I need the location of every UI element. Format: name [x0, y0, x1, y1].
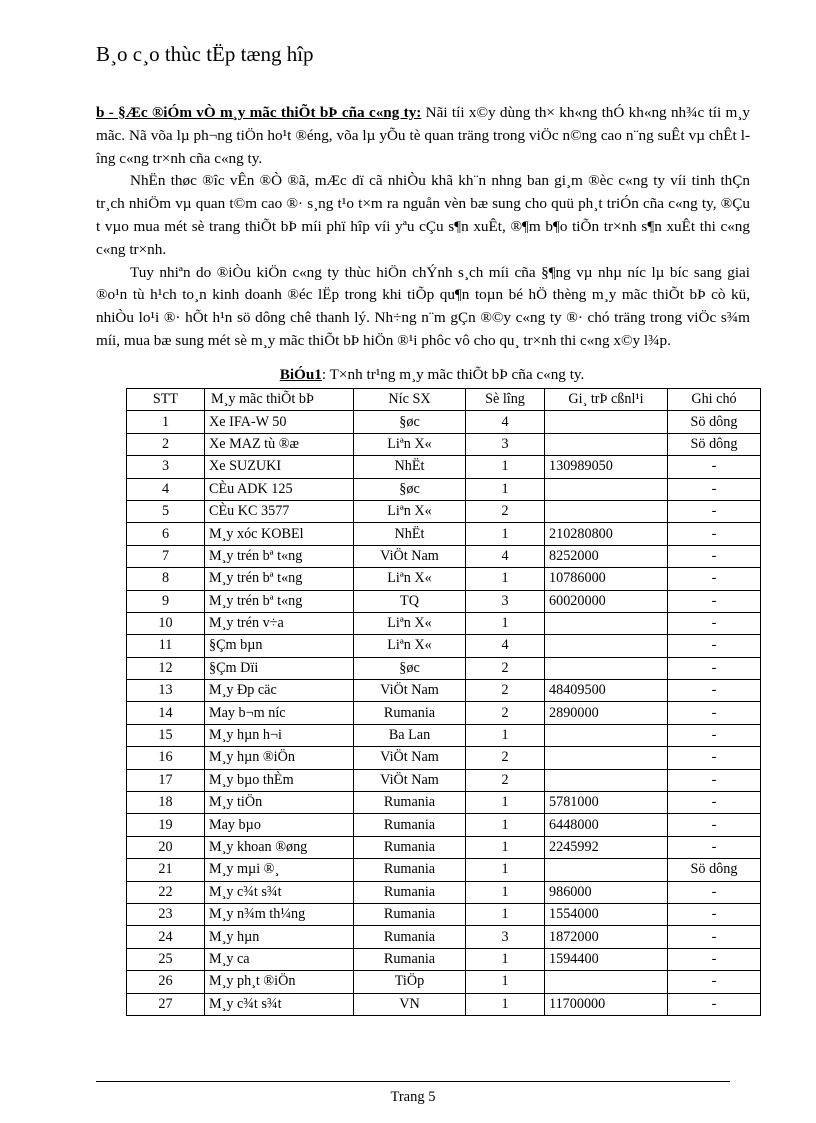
cell-equipment: M¸y n¾m th¼ng	[205, 903, 354, 925]
cell-remaining-value: 2245992	[545, 836, 668, 858]
cell-quantity: 4	[466, 545, 545, 567]
cell-quantity: 2	[466, 500, 545, 522]
cell-quantity: 1	[466, 456, 545, 478]
cell-note: -	[668, 500, 761, 522]
cell-quantity: 2	[466, 680, 545, 702]
cell-stt: 10	[127, 612, 205, 634]
cell-stt: 13	[127, 680, 205, 702]
header-remaining-value: Gi¸ trÞ cßnl¹i	[545, 389, 668, 411]
cell-remaining-value: 60020000	[545, 590, 668, 612]
cell-stt: 11	[127, 635, 205, 657]
header-quantity: Sè lîng	[466, 389, 545, 411]
table-caption-label: BiÓu1	[279, 366, 322, 383]
cell-origin: ViÖt Nam	[354, 769, 466, 791]
cell-equipment: Xe IFA-W 50	[205, 411, 354, 433]
table-row	[127, 926, 761, 948]
cell-quantity: 4	[466, 635, 545, 657]
cell-stt: 6	[127, 523, 205, 545]
cell-quantity: 1	[466, 948, 545, 970]
cell-note: -	[668, 702, 761, 724]
cell-equipment: M¸y xóc KOBEl	[205, 523, 354, 545]
cell-equipment: May bµo	[205, 814, 354, 836]
cell-origin: NhËt	[354, 456, 466, 478]
cell-stt: 18	[127, 792, 205, 814]
cell-quantity: 3	[466, 590, 545, 612]
cell-note: -	[668, 971, 761, 993]
cell-equipment: M¸y ca	[205, 948, 354, 970]
cell-origin: Rumania	[354, 836, 466, 858]
header-equipment: M¸y mãc thiÕt bÞ	[205, 389, 354, 411]
cell-remaining-value	[545, 433, 668, 455]
cell-stt: 12	[127, 657, 205, 679]
table-row	[127, 500, 761, 522]
cell-remaining-value	[545, 971, 668, 993]
cell-quantity: 1	[466, 993, 545, 1015]
cell-equipment: M¸y trén v÷a	[205, 612, 354, 634]
cell-equipment: M¸y trén bª t«ng	[205, 545, 354, 567]
cell-origin: Liªn X«	[354, 500, 466, 522]
cell-remaining-value: 986000	[545, 881, 668, 903]
cell-origin: Rumania	[354, 702, 466, 724]
table-row	[127, 792, 761, 814]
cell-quantity: 2	[466, 769, 545, 791]
cell-stt: 23	[127, 903, 205, 925]
table-row	[127, 612, 761, 634]
cell-quantity: 1	[466, 971, 545, 993]
cell-origin: Ba Lan	[354, 724, 466, 746]
table-header-row	[127, 389, 761, 411]
cell-remaining-value: 5781000	[545, 792, 668, 814]
cell-equipment: Xe MAZ tù ®æ	[205, 433, 354, 455]
cell-origin: Liªn X«	[354, 568, 466, 590]
cell-equipment: M¸y mµi ®¸	[205, 859, 354, 881]
cell-stt: 7	[127, 545, 205, 567]
cell-quantity: 1	[466, 792, 545, 814]
cell-origin: Rumania	[354, 948, 466, 970]
cell-equipment: §Çm bµn	[205, 635, 354, 657]
cell-note: -	[668, 523, 761, 545]
table-row	[127, 657, 761, 679]
cell-remaining-value	[545, 747, 668, 769]
cell-remaining-value: 1554000	[545, 903, 668, 925]
cell-stt: 1	[127, 411, 205, 433]
cell-quantity: 2	[466, 702, 545, 724]
table-row	[127, 456, 761, 478]
cell-stt: 4	[127, 478, 205, 500]
cell-quantity: 2	[466, 747, 545, 769]
cell-equipment: Xe SUZUKI	[205, 456, 354, 478]
cell-stt: 5	[127, 500, 205, 522]
cell-note: -	[668, 747, 761, 769]
cell-note: -	[668, 590, 761, 612]
cell-stt: 14	[127, 702, 205, 724]
cell-equipment: May b¬m níc	[205, 702, 354, 724]
cell-remaining-value	[545, 657, 668, 679]
cell-remaining-value	[545, 635, 668, 657]
equipment-table	[126, 388, 761, 1016]
cell-origin: TiÖp	[354, 971, 466, 993]
cell-origin: ViÖt Nam	[354, 680, 466, 702]
table-row	[127, 971, 761, 993]
cell-remaining-value: 210280800	[545, 523, 668, 545]
cell-quantity: 1	[466, 568, 545, 590]
cell-quantity: 1	[466, 523, 545, 545]
cell-quantity: 1	[466, 836, 545, 858]
cell-remaining-value	[545, 478, 668, 500]
cell-remaining-value	[545, 724, 668, 746]
cell-stt: 9	[127, 590, 205, 612]
cell-note: -	[668, 680, 761, 702]
cell-note: -	[668, 836, 761, 858]
cell-equipment: M¸y hµn ®iÖn	[205, 747, 354, 769]
cell-origin: ViÖt Nam	[354, 747, 466, 769]
cell-remaining-value: 1594400	[545, 948, 668, 970]
table-row	[127, 836, 761, 858]
cell-stt: 24	[127, 926, 205, 948]
header-stt: STT	[127, 389, 205, 411]
cell-note: -	[668, 478, 761, 500]
cell-remaining-value: 48409500	[545, 680, 668, 702]
cell-note: -	[668, 814, 761, 836]
cell-equipment: M¸y Ðp cäc	[205, 680, 354, 702]
cell-origin: ViÖt Nam	[354, 545, 466, 567]
cell-note: -	[668, 545, 761, 567]
report-header-title: B¸o c¸o thùc tËp tæng hîp	[96, 42, 314, 66]
cell-equipment: M¸y tiÖn	[205, 792, 354, 814]
cell-stt: 21	[127, 859, 205, 881]
cell-remaining-value: 130989050	[545, 456, 668, 478]
cell-stt: 17	[127, 769, 205, 791]
cell-quantity: 1	[466, 859, 545, 881]
cell-remaining-value: 11700000	[545, 993, 668, 1015]
cell-stt: 22	[127, 881, 205, 903]
paragraph-3: Tuy nhiªn do ®iÒu kiÖn c«ng ty thùc hiÖn chÝnh s¸ch míi cña §¶ng vµ nhµ níc lµ bíc sang giai ®o¹n tù h¹ch to¸n kinh doanh ®éc lËp trong khi tiÕp qu¶n toµn bé hÖ thèng m¸y mãc thiÕt bÞ cò kü, nhiÒu lo¹i ®· hÕt h¹n sö dông chê thanh lý. Nh÷ng n¨m gÇn ®©y c«ng ty ®· chó träng trong viÖc s¾m míi, mua bæ sung mét sè m¸y mãc thiÕt bÞ hiÖn ®¹i phôc vô cho qu¸ tr×nh thi c«ng x©y l¾p.	[96, 263, 750, 349]
cell-note: Sö dông	[668, 433, 761, 455]
cell-note: -	[668, 769, 761, 791]
cell-equipment: M¸y trén bª t«ng	[205, 590, 354, 612]
cell-note: -	[668, 792, 761, 814]
cell-note: Sö dông	[668, 859, 761, 881]
cell-note: -	[668, 635, 761, 657]
cell-remaining-value: 2890000	[545, 702, 668, 724]
cell-origin: Liªn X«	[354, 635, 466, 657]
header-origin: Níc SX	[354, 389, 466, 411]
table-row	[127, 680, 761, 702]
table-row	[127, 993, 761, 1015]
cell-note: -	[668, 456, 761, 478]
cell-remaining-value: 6448000	[545, 814, 668, 836]
cell-remaining-value: 1872000	[545, 926, 668, 948]
cell-origin: §øc	[354, 657, 466, 679]
cell-remaining-value	[545, 859, 668, 881]
table-row	[127, 523, 761, 545]
cell-origin: §øc	[354, 478, 466, 500]
table-row	[127, 478, 761, 500]
cell-quantity: 3	[466, 433, 545, 455]
table-row	[127, 948, 761, 970]
cell-remaining-value: 10786000	[545, 568, 668, 590]
cell-equipment: M¸y khoan ®øng	[205, 836, 354, 858]
cell-stt: 27	[127, 993, 205, 1015]
cell-origin: Rumania	[354, 814, 466, 836]
cell-origin: NhËt	[354, 523, 466, 545]
table-row	[127, 702, 761, 724]
cell-stt: 20	[127, 836, 205, 858]
table-row	[127, 411, 761, 433]
table-row	[127, 635, 761, 657]
cell-note: -	[668, 568, 761, 590]
cell-origin: Rumania	[354, 903, 466, 925]
cell-equipment: CÈu KC 3577	[205, 500, 354, 522]
cell-note: -	[668, 724, 761, 746]
cell-remaining-value	[545, 411, 668, 433]
cell-stt: 19	[127, 814, 205, 836]
cell-note: -	[668, 926, 761, 948]
cell-remaining-value	[545, 769, 668, 791]
table-caption	[126, 364, 738, 386]
cell-equipment: CÈu ADK 125	[205, 478, 354, 500]
cell-stt: 25	[127, 948, 205, 970]
cell-note: -	[668, 881, 761, 903]
cell-origin: Liªn X«	[354, 433, 466, 455]
cell-quantity: 4	[466, 411, 545, 433]
cell-remaining-value	[545, 612, 668, 634]
section-heading: b - §Æc ®iÓm vÒ m¸y mãc thiÕt bÞ cña c«ng ty:	[96, 104, 422, 121]
table-row	[127, 747, 761, 769]
cell-quantity: 1	[466, 881, 545, 903]
paragraph-1-text: Nãi tíi x©y dùng th× kh«ng thÓ kh«ng nh¾c tíi m¸y mãc. Nã võa lµ ph¬ng tiÖn ho¹t ®éng, võa lµ yÕu tè quan träng trong viÖc n©ng cao n¨ng suÊt vµ chÊt lîng c«ng tr×nh cña c«ng ty.	[96, 104, 751, 167]
cell-origin: §øc	[354, 411, 466, 433]
cell-equipment: §Çm Dïi	[205, 657, 354, 679]
page-number: Trang 5	[390, 1089, 436, 1105]
table-row	[127, 881, 761, 903]
table-row	[127, 545, 761, 567]
cell-origin: Rumania	[354, 859, 466, 881]
cell-equipment: M¸y hµn	[205, 926, 354, 948]
footer-divider	[96, 1081, 730, 1082]
cell-quantity: 1	[466, 903, 545, 925]
cell-equipment: M¸y trén bª t«ng	[205, 568, 354, 590]
cell-origin: Rumania	[354, 792, 466, 814]
table-row	[127, 903, 761, 925]
cell-note: -	[668, 993, 761, 1015]
body-text	[96, 102, 750, 353]
table-row	[127, 590, 761, 612]
table-caption-text: : T×nh tr¹ng m¸y mãc thiÕt bÞ cña c«ng ty.	[321, 366, 585, 383]
cell-origin: TQ	[354, 590, 466, 612]
paragraph-2: NhËn thøc ®îc vÊn ®Ò ®ã, mÆc dï cã nhiÒu khã kh¨n nhng ban gi¸m ®èc c«ng ty víi tinh thÇn tr¸ch nhiÖm vµ quan t©m cao ®· s¸ng t¹o t×m ra nguån vèn bæ sung cho quü ph¸t triÓn cña c«ng ty, ®Çu t vµo mua mét sè trang thiÕt bÞ míi phï hîp víi yªu cÇu s¶n xuÊt, ®¶m b¶o tiÕn tr×nh s¶n xuÊt thi c«ng c«ng tr×nh.	[96, 172, 750, 258]
table-row	[127, 859, 761, 881]
cell-origin: Rumania	[354, 926, 466, 948]
table-row	[127, 568, 761, 590]
cell-quantity: 1	[466, 612, 545, 634]
cell-stt: 3	[127, 456, 205, 478]
table-row	[127, 814, 761, 836]
cell-origin: Rumania	[354, 881, 466, 903]
table-row	[127, 433, 761, 455]
header-note: Ghi chó	[668, 389, 761, 411]
cell-remaining-value: 8252000	[545, 545, 668, 567]
cell-equipment: M¸y c¾t s¾t	[205, 881, 354, 903]
cell-origin: VN	[354, 993, 466, 1015]
paragraph-1	[96, 102, 750, 170]
cell-note: -	[668, 948, 761, 970]
table-row	[127, 769, 761, 791]
cell-quantity: 1	[466, 814, 545, 836]
cell-note: -	[668, 903, 761, 925]
cell-stt: 26	[127, 971, 205, 993]
cell-stt: 8	[127, 568, 205, 590]
cell-equipment: M¸y bµo thÈm	[205, 769, 354, 791]
cell-equipment: M¸y hµn h¬i	[205, 724, 354, 746]
table-row	[127, 724, 761, 746]
table-body	[127, 411, 761, 1016]
cell-quantity: 1	[466, 724, 545, 746]
cell-quantity: 1	[466, 478, 545, 500]
cell-stt: 15	[127, 724, 205, 746]
cell-note: Sö dông	[668, 411, 761, 433]
cell-note: -	[668, 657, 761, 679]
cell-quantity: 3	[466, 926, 545, 948]
cell-quantity: 2	[466, 657, 545, 679]
cell-equipment: M¸y c¾t s¾t	[205, 993, 354, 1015]
cell-equipment: M¸y ph¸t ®iÖn	[205, 971, 354, 993]
cell-note: -	[668, 612, 761, 634]
cell-stt: 2	[127, 433, 205, 455]
cell-remaining-value	[545, 500, 668, 522]
cell-origin: Liªn X«	[354, 612, 466, 634]
cell-stt: 16	[127, 747, 205, 769]
